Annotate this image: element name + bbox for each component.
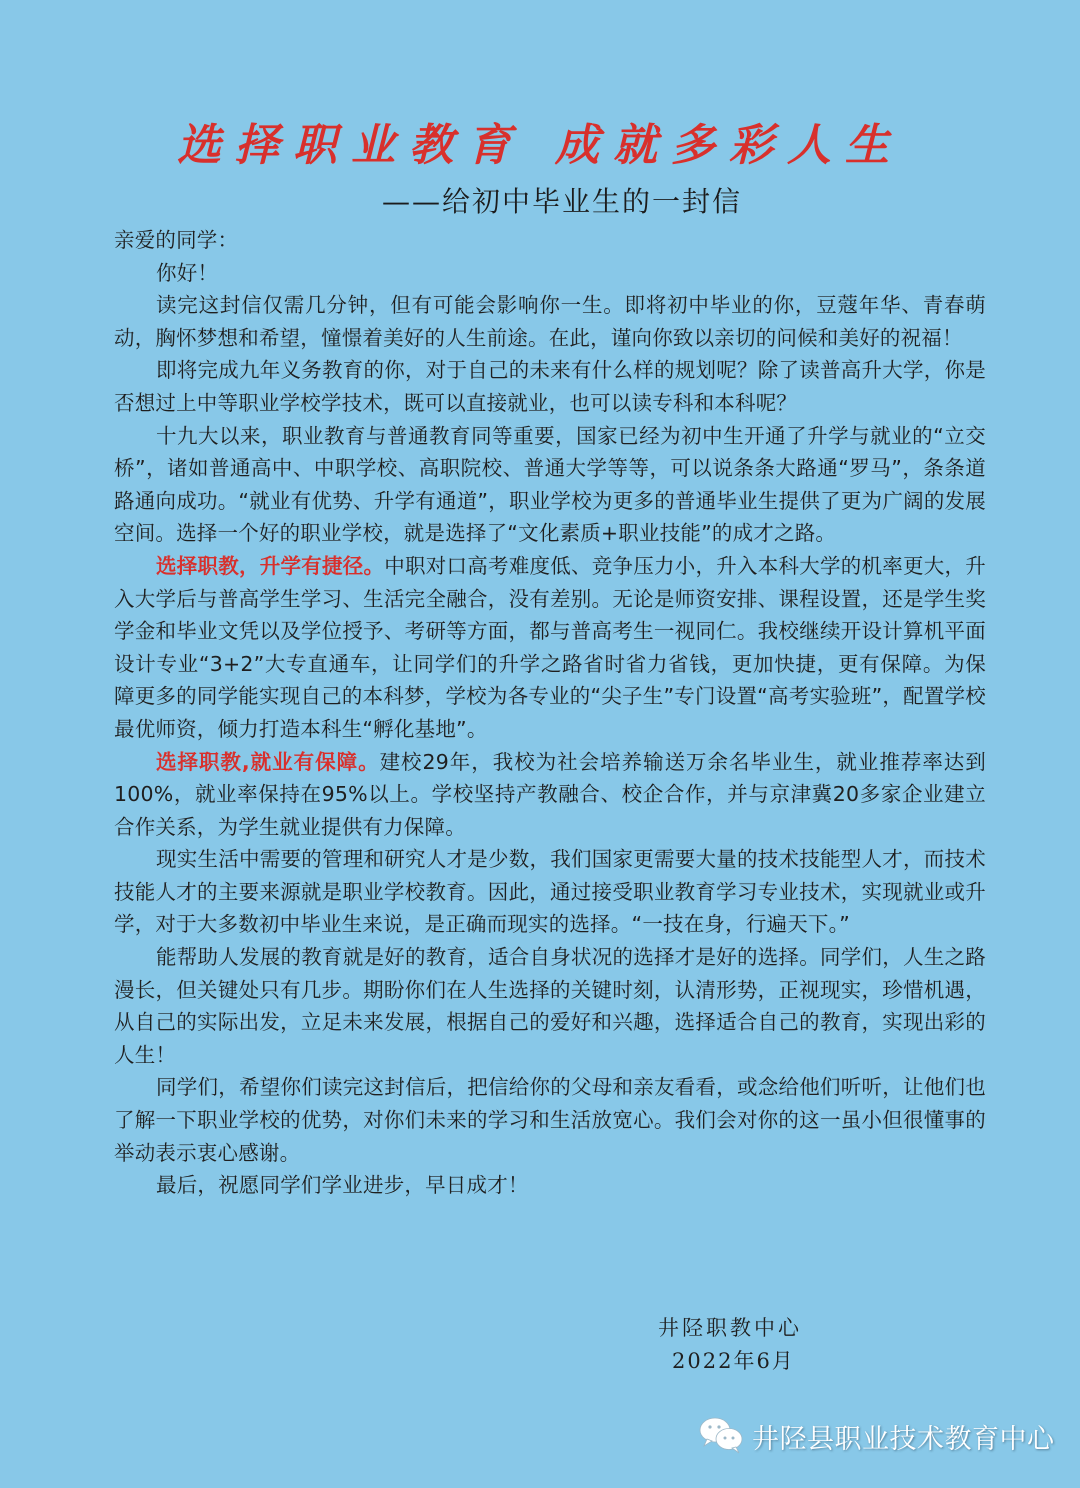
paragraph-text: 能帮助人发展的教育就是好的教育，适合自身状况的选择才是好的选择。同学们，人生之路漫长，但关键处只有几步。期盼你们在人生选择的关键时刻，认清形势，正视现实，珍惜机遇，从自己的实际出发，立足未来发展，根据自己的爱好和兴趣，选择适合自己的教育，实现出彩的人生！ xyxy=(114,945,986,1067)
paragraph-2 xyxy=(114,354,986,419)
paragraph-text: 中职对口高考难度低、竞争压力小，升入本科大学的机率更大，升入大学后与普高学生学习、生活完全融合，没有差别。无论是师资安排、课程设置，还是学生奖学金和毕业文凭以及学位授予、考研等方面，都与普高考生一视同仁。我校继续开设计算机平面设计专业“3+2”大专直通车，让同学们的升学之路省时省力省钱，更加快捷，更有保障。为保障更多的同学能实现自己的本科梦，学校为各专业的“尖子生”专门设置“高考实验班”，配置学校最优师资，倾力打造本科生“孵化基地”。 xyxy=(114,553,986,741)
salutation: 亲爱的同学： xyxy=(114,228,239,252)
title-part-1: 选择职业教育 xyxy=(177,120,525,171)
paragraph-text: 读完这封信仅需几分钟，但有可能会影响你一生。即将初中毕业的你，豆蔻年华、青春萌动，胸怀梦想和希望，憧憬着美好的人生前途。在此，谨向你致以亲切的问候和美好的祝福！ xyxy=(114,293,986,350)
paragraph-6 xyxy=(114,843,986,941)
paragraph-3 xyxy=(114,420,986,550)
page-subtitle: ——给初中毕业生的一封信 xyxy=(382,185,743,218)
paragraph-text: 即将完成九年义务教育的你，对于自己的未来有什么样的规划呢？除了读普高升大学，你是否想过上中等职业学校学技术，既可以直接就业，也可以读专科和本科呢？ xyxy=(114,358,986,415)
paragraph-text: 现实生活中需要的管理和研究人才是少数，我们国家更需要大量的技术技能型人才，而技术技能人才的主要来源就是职业学校教育。因此，通过接受职业教育学习专业技术，实现就业或升学，对于大多数初中毕业生来说，是正确而现实的选择。“一技在身，行遍天下。” xyxy=(114,847,986,937)
paragraph-text: 最后，祝愿同学们学业进步，早日成才！ xyxy=(156,1173,529,1198)
signature-organization: 井陉职教中心 xyxy=(658,1316,802,1340)
wechat-watermark xyxy=(698,1416,1055,1456)
greeting: 你好！ xyxy=(156,260,219,285)
signature-date: 2022年6月 xyxy=(672,1349,795,1373)
paragraph-text: 十九大以来，职业教育与普通教育同等重要，国家已经为初中生开通了升学与就业的“立交桥”，诸如普通高中、中职学校、高职院校、普通大学等等，可以说条条大路通“罗马”，条条道路通向成功。“就业有优势、升学有通道”，职业学校为更多的普通毕业生提供了更为广阔的发展空间。选择一个好的职业学校，就是选择了“文化素质+职业技能”的成才之路。 xyxy=(114,423,986,546)
paragraph-9 xyxy=(114,1169,986,1202)
paragraph-highlight: 选择职教,就业有保障。 xyxy=(156,749,380,774)
paragraph-text: 建校29年，我校为社会培养输送万余名毕业生，就业推荐率达到100%，就业率保持在95%以上。学校坚持产教融合、校企合作，并与京津冀20多家企业建立合作关系，为学生就业提供有力保障。 xyxy=(114,749,986,839)
page-title xyxy=(0,118,1080,174)
letter-body xyxy=(114,224,986,1202)
paragraph-highlight: 选择职教，升学有捷径。 xyxy=(156,553,385,578)
paragraph-text: 同学们，希望你们读完这封信后，把信给你的父母和亲友看看，或念给他们听听，让他们也了解一下职业学校的优势，对你们未来的学习和生活放宽心。我们会对你的这一虽小但很懂事的举动表示衷心感谢。 xyxy=(114,1075,986,1165)
watermark-text: 井陉县职业技术教育中心 xyxy=(752,1423,1055,1455)
signature-block xyxy=(658,1312,802,1378)
title-part-2: 成就多彩人生 xyxy=(555,120,903,171)
wechat-icon xyxy=(698,1416,746,1456)
paragraph-8 xyxy=(114,1071,986,1169)
paragraph-5 xyxy=(114,746,986,844)
paragraph-7 xyxy=(114,941,986,1071)
paragraph-1 xyxy=(114,289,986,354)
paragraph-4 xyxy=(114,550,986,746)
